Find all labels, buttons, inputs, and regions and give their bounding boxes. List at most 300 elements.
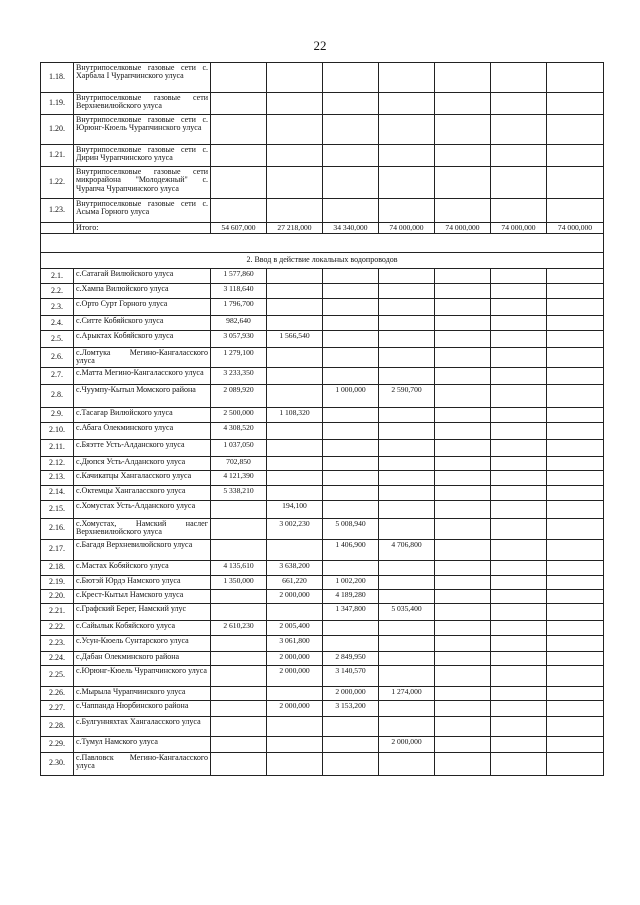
row-value-4 (379, 518, 435, 539)
row-name: Внутрипоселковые газовые сети с. Харбала I Чурапчинского улуса (74, 63, 211, 93)
row-value-3 (323, 283, 379, 298)
row-value-1 (211, 716, 267, 736)
row-value-3 (323, 635, 379, 651)
row-value-5 (435, 603, 491, 620)
table-row (41, 407, 604, 422)
row-value-5 (435, 589, 491, 603)
row-name: с.Тасагар Вилюйского улуса (74, 407, 211, 422)
row-name: с.Юрюнг-Кюель Чурапчинского улуса (74, 665, 211, 686)
row-value-5 (435, 470, 491, 485)
row-value-5 (435, 268, 491, 283)
row-value-4 (379, 560, 435, 575)
row-value-1 (211, 539, 267, 560)
empty-separator-cell (41, 234, 604, 253)
row-value-7 (547, 686, 604, 700)
row-value-3 (323, 470, 379, 485)
row-value-1: 702,850 (211, 456, 267, 470)
table-top-section (41, 63, 604, 223)
row-value-1: 3 233,350 (211, 367, 267, 384)
row-value-4 (379, 199, 435, 223)
row-number: 2.26. (41, 686, 74, 700)
table-row (41, 539, 604, 560)
row-number: 1.19. (41, 93, 74, 115)
total-value-1: 54 607,000 (211, 223, 267, 234)
table-row (41, 199, 604, 223)
row-value-1 (211, 686, 267, 700)
row-value-4: 2 590,700 (379, 384, 435, 407)
row-name: с.Октемцы Хангаласского улуса (74, 485, 211, 500)
row-value-7 (547, 470, 604, 485)
row-value-4 (379, 651, 435, 665)
row-value-3 (323, 298, 379, 315)
row-value-6 (491, 589, 547, 603)
row-value-5 (435, 560, 491, 575)
table-row (41, 635, 604, 651)
row-value-6 (491, 315, 547, 330)
row-value-7 (547, 620, 604, 635)
row-name: Внутрипоселковые газовые сети микрорайона "Молодежный" с. Чурапча Чурапчинского улуса (74, 167, 211, 199)
row-value-7 (547, 485, 604, 500)
total-value-3: 34 340,000 (323, 223, 379, 234)
row-value-2: 3 061,800 (267, 635, 323, 651)
row-value-3 (323, 736, 379, 752)
total-value-7: 74 000,000 (547, 223, 604, 234)
row-value-5 (435, 347, 491, 367)
row-name: с.Хомустах, Намский наслег Верхневилюйского улуса (74, 518, 211, 539)
row-name: с.Усун-Кюель Сунтарского улуса (74, 635, 211, 651)
row-value-7 (547, 635, 604, 651)
row-value-4 (379, 167, 435, 199)
table-row (41, 347, 604, 367)
row-name: с.Арыктах Кобяйского улуса (74, 330, 211, 347)
row-value-5 (435, 539, 491, 560)
row-value-6 (491, 298, 547, 315)
row-value-6 (491, 539, 547, 560)
row-value-4 (379, 620, 435, 635)
table-row (41, 298, 604, 315)
row-value-6 (491, 145, 547, 167)
row-name: с.Ситте Кобяйского улуса (74, 315, 211, 330)
row-value-4 (379, 470, 435, 485)
row-value-2: 2 000,000 (267, 589, 323, 603)
row-value-6 (491, 603, 547, 620)
row-value-4 (379, 500, 435, 518)
row-value-3 (323, 439, 379, 456)
table-row (41, 315, 604, 330)
row-value-1 (211, 167, 267, 199)
row-value-5 (435, 620, 491, 635)
row-value-1 (211, 752, 267, 775)
row-value-4 (379, 575, 435, 589)
row-value-7 (547, 199, 604, 223)
row-number: 2.29. (41, 736, 74, 752)
row-name: с.Павловск Мегино-Кангаласского улуса (74, 752, 211, 775)
row-value-7 (547, 330, 604, 347)
row-value-4 (379, 485, 435, 500)
row-value-5 (435, 686, 491, 700)
row-value-7 (547, 665, 604, 686)
row-value-1 (211, 700, 267, 716)
table-row (41, 500, 604, 518)
row-value-4 (379, 700, 435, 716)
row-number: 2.2. (41, 283, 74, 298)
row-number: 2.20. (41, 589, 74, 603)
row-value-1 (211, 115, 267, 145)
row-value-7 (547, 500, 604, 518)
row-value-5 (435, 145, 491, 167)
row-value-4 (379, 145, 435, 167)
row-value-6 (491, 752, 547, 775)
row-value-7 (547, 700, 604, 716)
row-value-3 (323, 167, 379, 199)
table-row (41, 560, 604, 575)
row-value-2: 2 005,400 (267, 620, 323, 635)
row-value-1 (211, 518, 267, 539)
row-number: 2.21. (41, 603, 74, 620)
row-name: с.Мырыла Чурапчинского улуса (74, 686, 211, 700)
row-value-3: 1 347,800 (323, 603, 379, 620)
row-value-5 (435, 716, 491, 736)
row-value-3 (323, 268, 379, 283)
row-value-7 (547, 268, 604, 283)
row-value-2: 1 108,320 (267, 407, 323, 422)
row-number: 2.5. (41, 330, 74, 347)
row-value-5 (435, 367, 491, 384)
row-name: Внутрипоселковые газовые сети с. Юрюнг-Кюель Чурапчинского улуса (74, 115, 211, 145)
row-value-2 (267, 268, 323, 283)
row-value-1 (211, 665, 267, 686)
row-value-3: 1 002,200 (323, 575, 379, 589)
row-value-7 (547, 560, 604, 575)
table-row (41, 589, 604, 603)
row-name: с.Ломтука Мегино-Кангаласского улуса (74, 347, 211, 367)
row-value-3 (323, 716, 379, 736)
row-value-7 (547, 347, 604, 367)
row-value-2 (267, 485, 323, 500)
row-value-5 (435, 456, 491, 470)
row-value-7 (547, 93, 604, 115)
row-name: с.Дабан Олекминского района (74, 651, 211, 665)
row-value-6 (491, 635, 547, 651)
row-number: 2.6. (41, 347, 74, 367)
row-value-1: 1 350,000 (211, 575, 267, 589)
row-value-2: 3 002,230 (267, 518, 323, 539)
row-name: с.Мастах Кобяйского улуса (74, 560, 211, 575)
row-value-1 (211, 603, 267, 620)
data-table (40, 62, 604, 776)
row-value-5 (435, 485, 491, 500)
row-number: 2.3. (41, 298, 74, 315)
table-row (41, 145, 604, 167)
row-value-3 (323, 347, 379, 367)
row-value-5 (435, 315, 491, 330)
row-value-3 (323, 422, 379, 439)
table-row (41, 268, 604, 283)
row-value-6 (491, 700, 547, 716)
table-row (41, 665, 604, 686)
row-value-6 (491, 560, 547, 575)
row-value-7 (547, 384, 604, 407)
row-value-3 (323, 93, 379, 115)
row-value-3 (323, 752, 379, 775)
row-value-1: 2 500,000 (211, 407, 267, 422)
row-value-1: 4 121,390 (211, 470, 267, 485)
row-name: Внутрипоселковые газовые сети с. Асыма Горного улуса (74, 199, 211, 223)
row-value-2 (267, 439, 323, 456)
row-name: с.Тумул Намского улуса (74, 736, 211, 752)
row-value-6 (491, 686, 547, 700)
row-number: 2.7. (41, 367, 74, 384)
row-value-1 (211, 145, 267, 167)
row-value-7 (547, 367, 604, 384)
row-value-5 (435, 575, 491, 589)
row-value-1 (211, 589, 267, 603)
row-value-4 (379, 347, 435, 367)
row-value-6 (491, 167, 547, 199)
row-value-5 (435, 63, 491, 93)
row-number: 2.30. (41, 752, 74, 775)
row-value-5 (435, 651, 491, 665)
table-row (41, 575, 604, 589)
row-value-2 (267, 115, 323, 145)
row-value-3 (323, 315, 379, 330)
row-value-2: 2 000,000 (267, 700, 323, 716)
row-value-2: 661,220 (267, 575, 323, 589)
row-value-6 (491, 665, 547, 686)
row-value-3: 4 189,280 (323, 589, 379, 603)
row-number: 1.18. (41, 63, 74, 93)
row-value-4 (379, 422, 435, 439)
table-row (41, 651, 604, 665)
table-row (41, 686, 604, 700)
row-value-6 (491, 407, 547, 422)
row-value-3 (323, 330, 379, 347)
row-value-5 (435, 422, 491, 439)
row-value-3 (323, 485, 379, 500)
row-value-2 (267, 539, 323, 560)
row-value-1: 5 338,210 (211, 485, 267, 500)
page-number: 22 (313, 38, 327, 53)
row-name: с.Крест-Кытыл Намского улуса (74, 589, 211, 603)
row-name: с.Качикатцы Хангаласского улуса (74, 470, 211, 485)
table-bottom-section (41, 268, 604, 775)
table-row (41, 330, 604, 347)
table-row (41, 752, 604, 775)
row-value-5 (435, 700, 491, 716)
row-value-4 (379, 456, 435, 470)
row-value-4: 5 035,400 (379, 603, 435, 620)
row-value-3 (323, 145, 379, 167)
row-value-3: 5 008,940 (323, 518, 379, 539)
row-value-7 (547, 283, 604, 298)
row-value-6 (491, 651, 547, 665)
total-row-number (41, 223, 74, 234)
row-value-5 (435, 384, 491, 407)
row-name: с.Багадя Верхневилюйского улуса (74, 539, 211, 560)
table-row (41, 518, 604, 539)
row-value-7 (547, 115, 604, 145)
row-value-3: 2 849,950 (323, 651, 379, 665)
row-value-7 (547, 63, 604, 93)
row-name: с.Сайылык Кобяйского улуса (74, 620, 211, 635)
row-value-4: 4 706,800 (379, 539, 435, 560)
row-value-5 (435, 736, 491, 752)
row-value-2 (267, 716, 323, 736)
row-number: 1.22. (41, 167, 74, 199)
row-value-1: 1 796,700 (211, 298, 267, 315)
total-value-5: 74 000,000 (435, 223, 491, 234)
row-value-6 (491, 347, 547, 367)
row-name: Внутрипоселковые газовые сети Верхневилюйского улуса (74, 93, 211, 115)
row-number: 2.8. (41, 384, 74, 407)
table-row (41, 422, 604, 439)
row-value-7 (547, 752, 604, 775)
row-value-6 (491, 283, 547, 298)
row-value-3: 1 406,900 (323, 539, 379, 560)
row-value-5 (435, 665, 491, 686)
row-number: 2.17. (41, 539, 74, 560)
row-number: 2.23. (41, 635, 74, 651)
row-value-7 (547, 145, 604, 167)
total-row (41, 223, 604, 234)
row-value-1 (211, 93, 267, 115)
row-value-2 (267, 384, 323, 407)
row-value-3: 3 153,200 (323, 700, 379, 716)
row-number: 2.9. (41, 407, 74, 422)
row-value-6 (491, 384, 547, 407)
row-number: 2.19. (41, 575, 74, 589)
row-name: с.Дюпся Усть-Алданского улуса (74, 456, 211, 470)
row-name: с.Чаппанда Нюрбинского района (74, 700, 211, 716)
row-value-4 (379, 665, 435, 686)
row-value-2 (267, 422, 323, 439)
total-label: Итого: (74, 223, 211, 234)
row-value-5 (435, 167, 491, 199)
row-value-7 (547, 167, 604, 199)
row-value-3 (323, 560, 379, 575)
row-value-3: 1 000,000 (323, 384, 379, 407)
row-value-5 (435, 199, 491, 223)
row-value-1: 1 279,100 (211, 347, 267, 367)
row-value-5 (435, 407, 491, 422)
row-name: с.Сатагай Вилюйского улуса (74, 268, 211, 283)
row-value-6 (491, 456, 547, 470)
row-value-4: 2 000,000 (379, 736, 435, 752)
row-value-3 (323, 620, 379, 635)
row-value-6 (491, 518, 547, 539)
row-value-5 (435, 500, 491, 518)
row-value-4 (379, 407, 435, 422)
total-value-4: 74 000,000 (379, 223, 435, 234)
row-number: 2.27. (41, 700, 74, 716)
row-number: 2.15. (41, 500, 74, 518)
row-number: 1.20. (41, 115, 74, 145)
row-value-7 (547, 716, 604, 736)
row-value-1: 4 135,610 (211, 560, 267, 575)
row-value-4 (379, 716, 435, 736)
row-value-1 (211, 635, 267, 651)
row-value-1: 2 089,920 (211, 384, 267, 407)
row-name: Внутрипоселковые газовые сети с. Дирин Чурапчинского улуса (74, 145, 211, 167)
row-value-7 (547, 651, 604, 665)
table-row (41, 167, 604, 199)
row-value-5 (435, 518, 491, 539)
row-value-5 (435, 283, 491, 298)
row-value-5 (435, 635, 491, 651)
row-value-2 (267, 298, 323, 315)
row-name: с.Чуумпу-Кытыл Момского района (74, 384, 211, 407)
row-value-7 (547, 439, 604, 456)
row-value-7 (547, 589, 604, 603)
row-value-4 (379, 367, 435, 384)
row-number: 2.12. (41, 456, 74, 470)
row-value-7 (547, 407, 604, 422)
row-value-1 (211, 500, 267, 518)
table-row (41, 620, 604, 635)
table-row (41, 384, 604, 407)
row-value-3 (323, 63, 379, 93)
row-value-4 (379, 93, 435, 115)
row-value-6 (491, 268, 547, 283)
row-value-7 (547, 456, 604, 470)
row-value-6 (491, 485, 547, 500)
row-value-5 (435, 298, 491, 315)
row-value-4 (379, 115, 435, 145)
row-value-6 (491, 422, 547, 439)
row-number: 2.13. (41, 470, 74, 485)
row-value-4 (379, 635, 435, 651)
row-value-6 (491, 716, 547, 736)
row-value-7 (547, 575, 604, 589)
row-value-2 (267, 736, 323, 752)
row-name: с.Орто Сурт Горного улуса (74, 298, 211, 315)
table-row (41, 603, 604, 620)
row-value-6 (491, 63, 547, 93)
row-number: 2.4. (41, 315, 74, 330)
table-row (41, 470, 604, 485)
row-value-7 (547, 736, 604, 752)
row-value-5 (435, 439, 491, 456)
row-value-5 (435, 752, 491, 775)
row-value-4 (379, 752, 435, 775)
row-value-6 (491, 330, 547, 347)
row-value-2 (267, 63, 323, 93)
row-value-7 (547, 518, 604, 539)
row-number: 2.1. (41, 268, 74, 283)
row-value-2 (267, 167, 323, 199)
row-value-4 (379, 330, 435, 347)
empty-separator-row (41, 234, 604, 253)
row-value-3 (323, 115, 379, 145)
table-row (41, 93, 604, 115)
row-value-2 (267, 283, 323, 298)
row-value-6 (491, 620, 547, 635)
row-number: 2.28. (41, 716, 74, 736)
row-value-5 (435, 93, 491, 115)
row-value-1: 2 610,230 (211, 620, 267, 635)
row-value-7 (547, 298, 604, 315)
row-value-2 (267, 367, 323, 384)
row-name: с.Хампа Вилюйского улуса (74, 283, 211, 298)
total-value-6: 74 000,000 (491, 223, 547, 234)
row-number: 2.25. (41, 665, 74, 686)
row-name: с.Хомустах Усть-Алданского улуса (74, 500, 211, 518)
row-value-2 (267, 470, 323, 485)
section-title: 2. Ввод в действие локальных водопроводов (41, 253, 604, 268)
row-value-4: 1 274,000 (379, 686, 435, 700)
table-row (41, 716, 604, 736)
row-name: с.Бютэй Юрдэ Намского улуса (74, 575, 211, 589)
